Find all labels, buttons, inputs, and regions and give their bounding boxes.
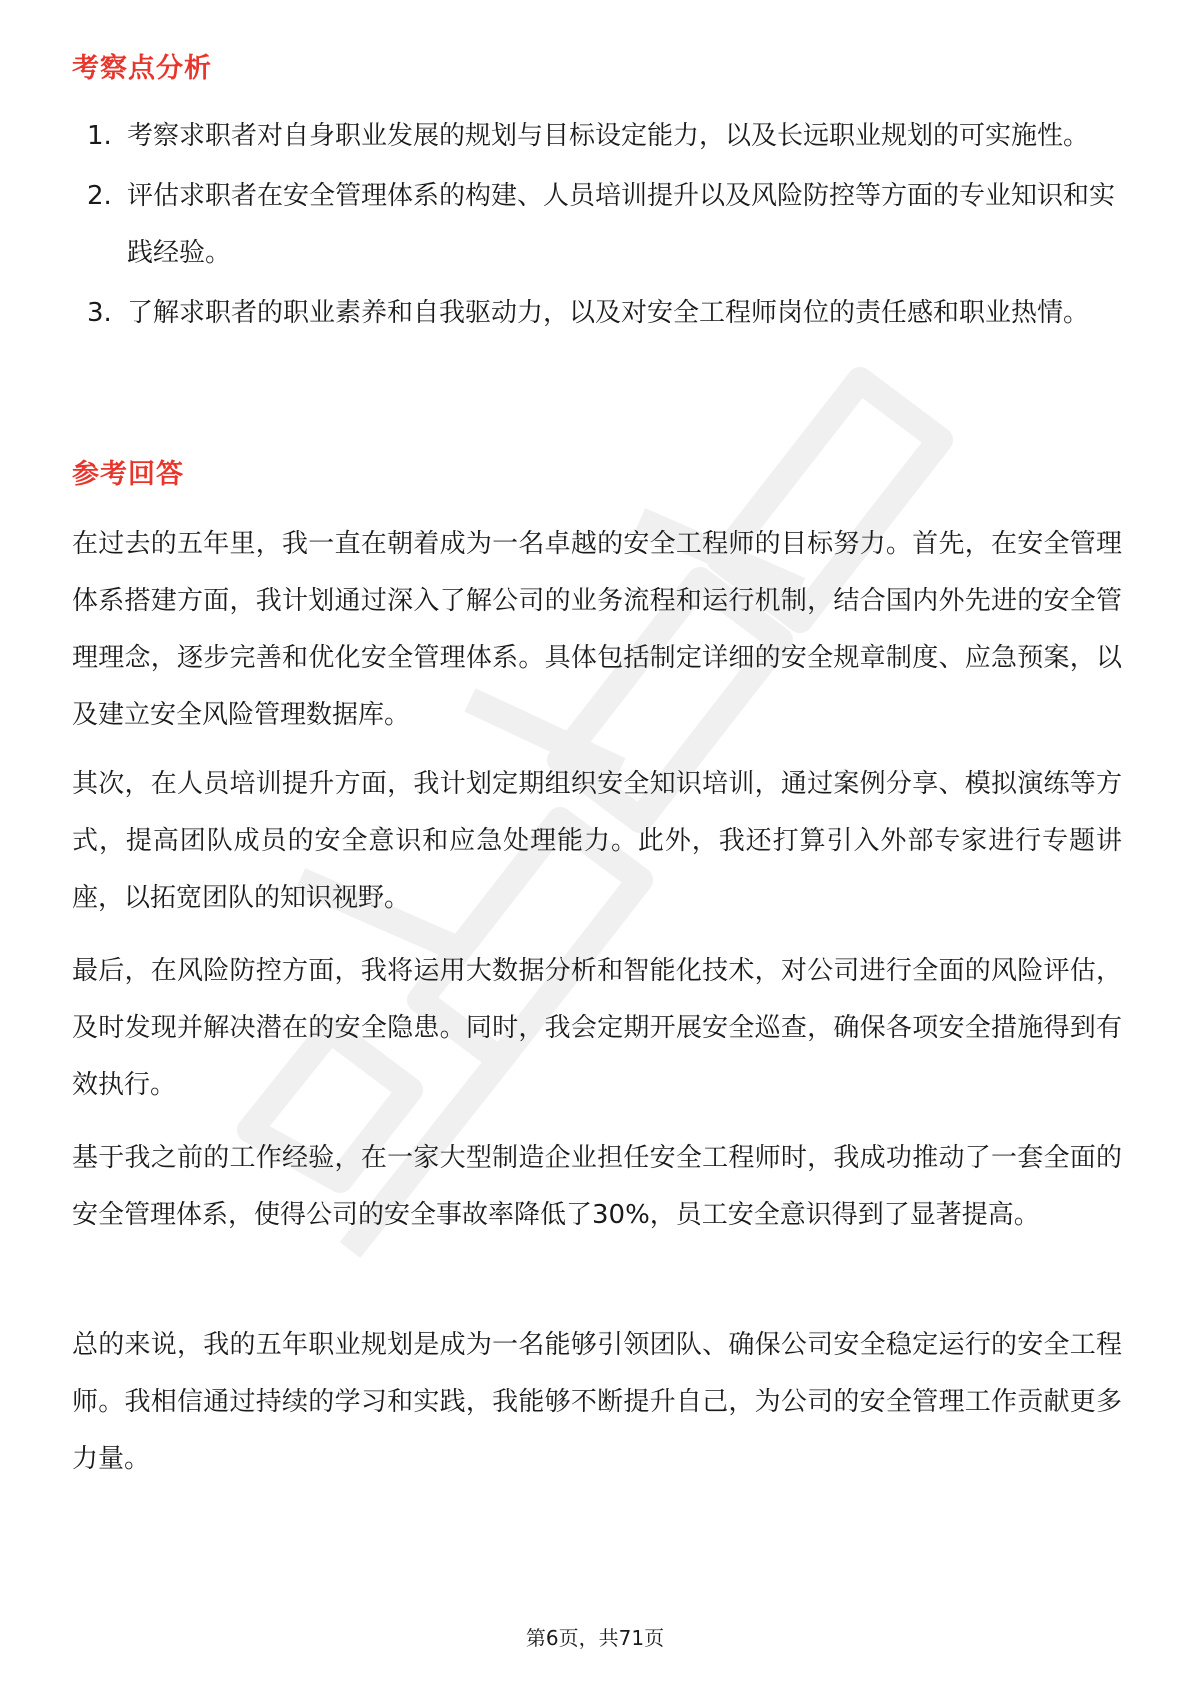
analysis-list [72,108,1122,345]
list-item [72,168,1122,282]
answer-paragraph: 总的来说，我的五年职业规划是成为一名能够引领团队、确保公司安全稳定运行的安全工程师。我相信通过持续的学习和实践，我能够不断提升自己，为公司的安全管理工作贡献更多力量。 [72,1330,1122,1474]
page-number: 第6页，共71页 [525,1626,665,1650]
answer-paragraph: 其次，在人员培训提升方面，我计划定期组织安全知识培训，通过案例分享、模拟演练等方式，提高团队成员的安全意识和应急处理能力。此外，我还打算引入外部专家进行专题讲座，以拓宽团队的知识视野。 [72,769,1122,913]
answer-paragraph: 基于我之前的工作经验，在一家大型制造企业担任安全工程师时，我成功推动了一套全面的安全管理体系，使得公司的安全事故率降低了30%，员工安全意识得到了显著提高。 [72,1143,1122,1230]
list-item-text: 评估求职者在安全管理体系的构建、人员培训提升以及风险防控等方面的专业知识和实践经验。 [127,181,1116,268]
list-item-number: 3. [87,298,112,328]
list-item [72,285,1122,342]
answer-section-title: 参考回答 [72,459,184,490]
answer-paragraph: 在过去的五年里，我一直在朝着成为一名卓越的安全工程师的目标努力。首先，在安全管理体系搭建方面，我计划通过深入了解公司的业务流程和运行机制，结合国内外先进的安全管理理念，逐步完善和优化安全管理体系。具体包括制定详细的安全规章制度、应急预案，以及建立安全风险管理数据库。 [72,529,1122,730]
list-item-number: 2. [87,181,112,211]
list-item [72,108,1122,165]
answer-paragraph: 最后，在风险防控方面，我将运用大数据分析和智能化技术，对公司进行全面的风险评估，及时发现并解决潜在的安全隐患。同时，我会定期开展安全巡查，确保各项安全措施得到有效执行。 [72,956,1122,1100]
analysis-section-title: 考察点分析 [72,53,212,84]
list-item-text: 了解求职者的职业素养和自我驱动力，以及对安全工程师岗位的责任感和职业热情。 [127,298,1090,328]
list-item-number: 1. [87,121,112,151]
list-item-text: 考察求职者对自身职业发展的规划与目标设定能力，以及长远职业规划的可实施性。 [127,121,1090,151]
